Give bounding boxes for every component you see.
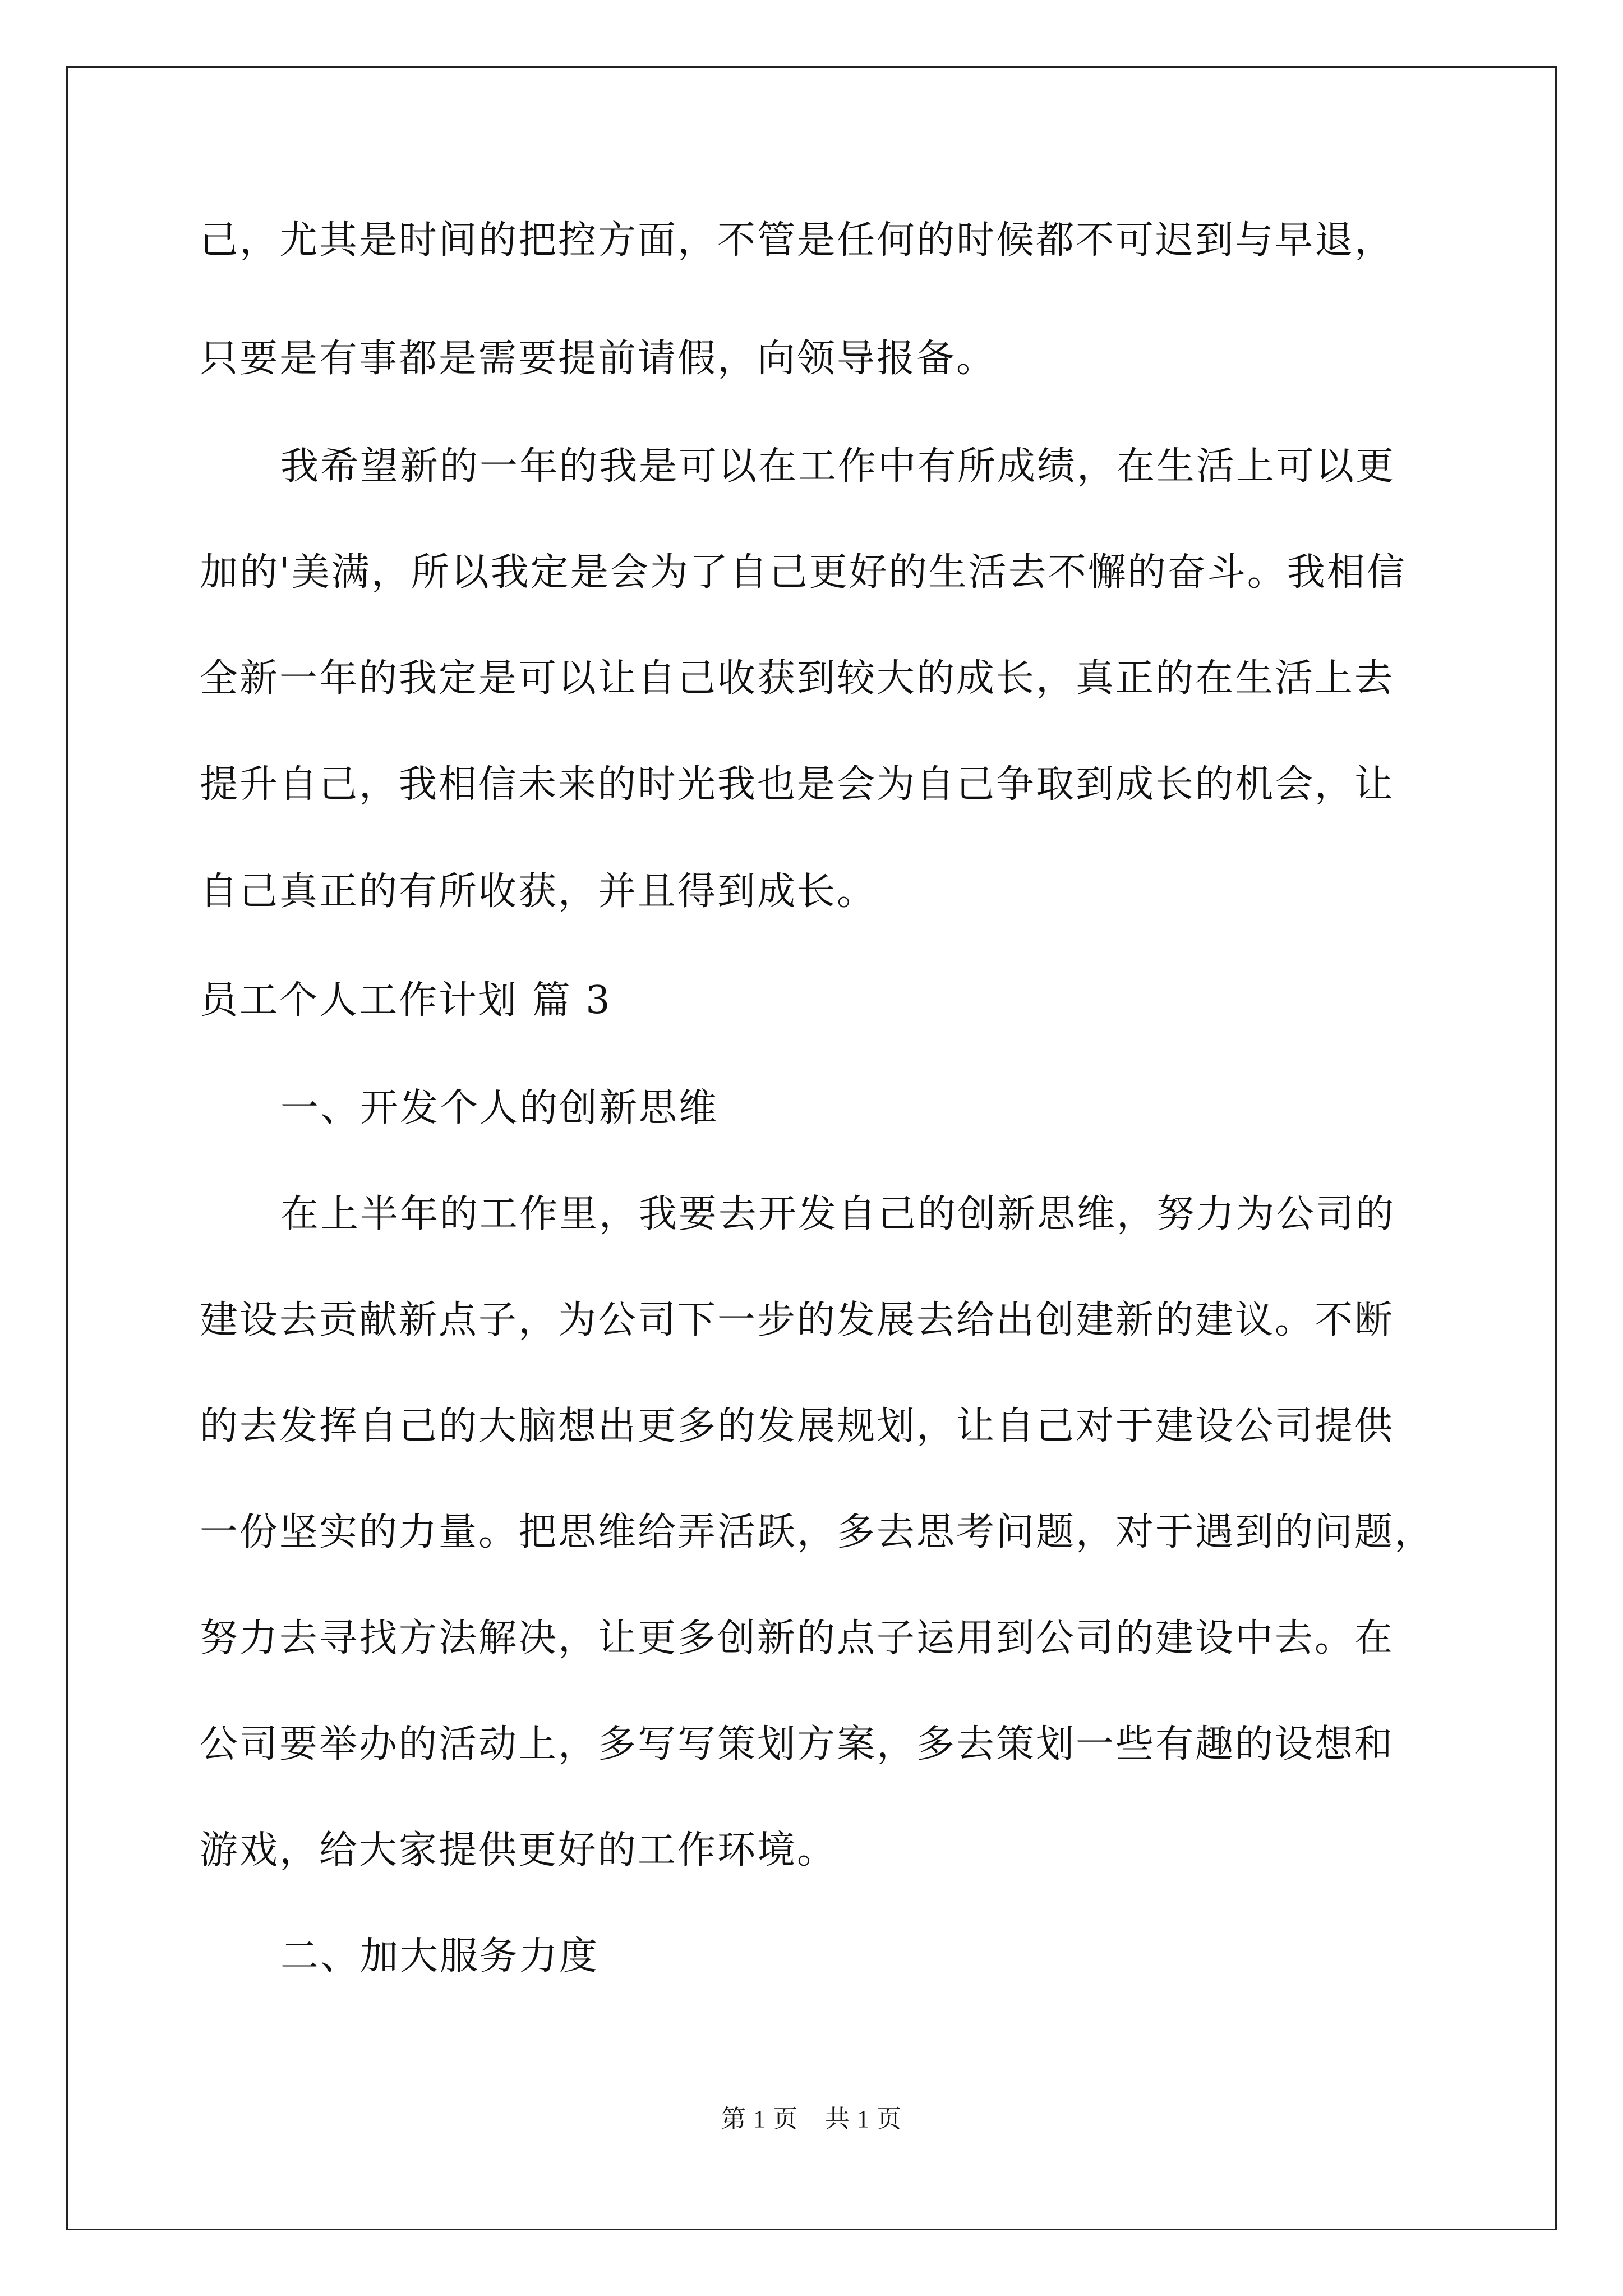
section-heading: 员工个人工作计划 篇 3 xyxy=(200,978,612,1023)
paragraph-line: 努力去寻找方法解决，让更多创新的点子运用到公司的建设中去。在 xyxy=(200,1616,1395,1660)
total-pages: 共 1 页 xyxy=(825,2105,902,2133)
page-footer xyxy=(0,2104,1623,2135)
paragraph-line: 我希望新的一年的我是可以在工作中有所成绩，在生活上可以更 xyxy=(280,444,1396,489)
paragraph-line: 的去发挥自己的大脑想出更多的发展规划，让自己对于建设公司提供 xyxy=(200,1404,1395,1448)
subsection-heading: 一、开发个人的创新思维 xyxy=(280,1086,719,1130)
page-border xyxy=(66,66,1557,2230)
subsection-heading: 二、加大服务力度 xyxy=(280,1934,600,1978)
paragraph-line: 建设去贡献新点子，为公司下一步的发展去给出创建新的建议。不断 xyxy=(200,1298,1395,1342)
page-number: 第 1 页 xyxy=(721,2105,798,2133)
paragraph-line: 提升自己，我相信未来的时光我也是会为自己争取到成长的机会，让 xyxy=(200,762,1395,807)
paragraph-line: 游戏，给大家提供更好的工作环境。 xyxy=(200,1828,837,1872)
paragraph-line: 加的'美满，所以我定是会为了自己更好的生活去不懈的奋斗。我相信 xyxy=(200,550,1407,595)
paragraph-line: 全新一年的我定是可以让自己收获到较大的成长，真正的在生活上去 xyxy=(200,656,1395,701)
paragraph-line: 己，尤其是时间的把控方面，不管是任何的时候都不可迟到与早退， xyxy=(200,218,1395,263)
paragraph-line: 只要是有事都是需要提前请假，向领导报备。 xyxy=(200,337,997,381)
paragraph-line: 自己真正的有所收获，并且得到成长。 xyxy=(200,869,877,914)
paragraph-line: 公司要举办的活动上，多写写策划方案，多去策划一些有趣的设想和 xyxy=(200,1722,1395,1766)
paragraph-line: 在上半年的工作里，我要去开发自己的创新思维，努力为公司的 xyxy=(280,1192,1396,1236)
paragraph-line: 一份坚实的力量。把思维给弄活跃，多去思考问题，对于遇到的问题， xyxy=(200,1510,1435,1554)
